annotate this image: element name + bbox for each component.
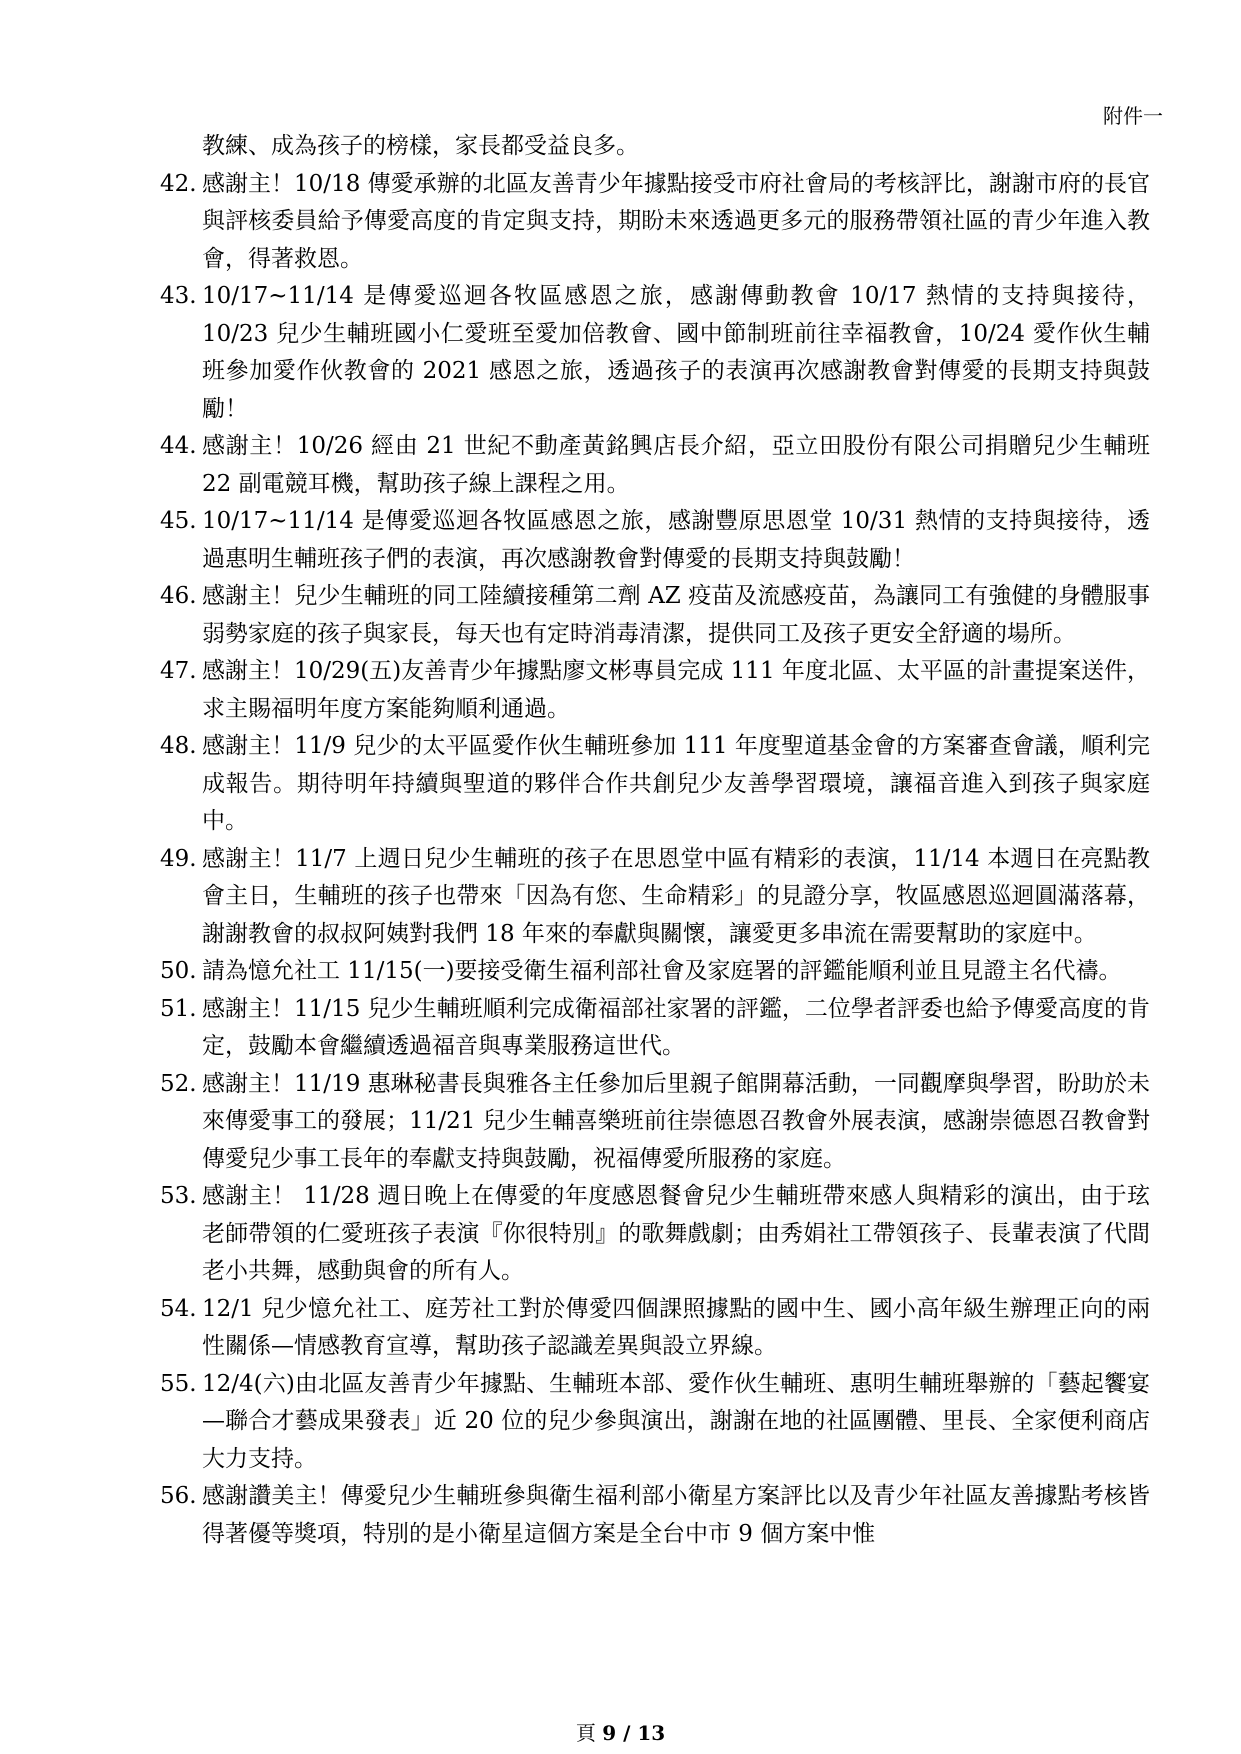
item-number: 55. (160, 1370, 197, 1397)
list-item (160, 653, 1150, 728)
item-text: 感謝主！10/29(五)友善青少年據點廖文彬專員完成 111 年度北區、太平區的計畫提案送件，求主賜福明年度方案能夠順利通過。 (202, 658, 1150, 722)
list-item (160, 428, 1150, 503)
list-item (160, 1178, 1150, 1291)
list-item (160, 278, 1150, 428)
list-item (160, 1366, 1150, 1479)
item-number: 52. (160, 1070, 197, 1097)
item-number: 45. (160, 508, 197, 534)
list-item (160, 1291, 1150, 1366)
item-text: 感謝主！10/26 經由 21 世紀不動產黃銘興店長介紹，亞立田股份有限公司捐贈兒少生輔班 22 副電競耳機，幫助孩子線上課程之用。 (202, 433, 1150, 497)
item-number: 48. (160, 733, 197, 759)
item-text: 感謝主！10/18 傳愛承辦的北區友善青少年據點接受市府社會局的考核評比，謝謝市府的長官與評核委員給予傳愛高度的肯定與支持，期盼未來透過更多元的服務帶領社區的青少年進入教會，得著救恩。 (202, 170, 1150, 272)
item-number: 47. (160, 658, 197, 684)
item-text: 10/17~11/14 是傳愛巡迴各牧區感恩之旅，感謝豐原思恩堂 10/31 熱情的支持與接待，透過惠明生輔班孩子們的表演，再次感謝教會對傳愛的長期支持與鼓勵！ (202, 508, 1150, 572)
item-text: 10/17~11/14 是傳愛巡迴各牧區感恩之旅，感謝傳動教會 10/17 熱情的支持與接待，10/23 兒少生輔班國小仁愛班至愛加倍教會、國中節制班前往幸福教會，10/24 愛作伙生輔班參加愛作伙教會的 2021 感恩之旅，透過孩子的表演再次感謝教會對傳愛的長期支持與鼓勵！ (202, 283, 1150, 422)
item-number: 42. (160, 170, 197, 197)
page-footer (0, 1717, 1241, 1746)
list-item (160, 503, 1150, 578)
list-item (160, 841, 1150, 954)
item-text: 感謝主！兒少生輔班的同工陸續接種第二劑 AZ 疫苗及流感疫苗，為讓同工有強健的身體服事弱勢家庭的孩子與家長，每天也有定時消毒清潔，提供同工及孩子更安全舒適的場所。 (202, 583, 1150, 647)
list-item (160, 1066, 1150, 1179)
item-text: 感謝主！11/15 兒少生輔班順利完成衛福部社家署的評鑑，二位學者評委也給予傳愛高度的肯定，鼓勵本會繼續透過福音與專業服務這世代。 (202, 995, 1150, 1059)
item-text: 12/1 兒少憶允社工、庭芳社工對於傳愛四個課照據點的國中生、國小高年級生辦理正向的兩性關係—情感教育宣導，幫助孩子認識差異與設立界線。 (202, 1295, 1150, 1359)
list-item (160, 166, 1150, 279)
item-number: 50. (160, 958, 197, 984)
item-text: 感謝主！11/7 上週日兒少生輔班的孩子在思恩堂中區有精彩的表演，11/14 本週日在亮點教會主日，生輔班的孩子也帶來「因為有您、生命精彩」的見證分享，牧區感恩巡迴圓滿落幕，謝謝教會的叔叔阿姨對我們 18 年來的奉獻與關懷，讓愛更多串流在需要幫助的家庭中。 (202, 845, 1150, 947)
item-number: 51. (160, 995, 197, 1022)
item-text: 12/4(六)由北區友善青少年據點、生輔班本部、愛作伙生輔班、惠明生輔班舉辦的「藝起饗宴—聯合才藝成果發表」近 20 位的兒少參與演出，謝謝在地的社區團體、里長、全家便利商店大力支持。 (202, 1370, 1150, 1472)
item-text: 感謝主！ 11/28 週日晚上在傳愛的年度感恩餐會兒少生輔班帶來感人與精彩的演出，由于玹老師帶領的仁愛班孩子表演『你很特別』的歌舞戲劇；由秀娟社工帶領孩子、長輩表演了代間老小共舞，感動與會的所有人。 (202, 1183, 1150, 1284)
item-text: 感謝主！11/19 惠琳秘書長與雅各主任參加后里親子館開幕活動，一同觀摩與學習，盼助於未來傳愛事工的發展；11/21 兒少生輔喜樂班前往崇德恩召教會外展表演，感謝崇德恩召教會對傳愛兒少事工長年的奉獻支持與鼓勵，祝福傳愛所服務的家庭。 (202, 1070, 1150, 1172)
item-number: 53. (160, 1183, 197, 1209)
list-item (160, 991, 1150, 1066)
item-number: 49. (160, 845, 197, 872)
item-number: 43. (160, 283, 197, 309)
item-number: 46. (160, 583, 197, 609)
item-list (160, 166, 1150, 1554)
list-item (160, 728, 1150, 841)
page-prefix: 頁 (575, 1721, 603, 1745)
attachment-label: 附件一 (1103, 104, 1163, 128)
item-number: 44. (160, 433, 197, 459)
item-number: 54. (160, 1295, 197, 1322)
document-body (160, 128, 1150, 1553)
list-item (160, 953, 1150, 991)
item-number: 56. (160, 1483, 197, 1509)
list-item (160, 1478, 1150, 1553)
page-number: 9 / 13 (602, 1721, 666, 1745)
list-item (160, 578, 1150, 653)
item-text: 感謝讚美主！傳愛兒少生輔班參與衛生福利部小衛星方案評比以及青少年社區友善據點考核皆得著優等獎項，特別的是小衛星這個方案是全台中市 9 個方案中惟 (202, 1483, 1150, 1547)
item-text: 感謝主！11/9 兒少的太平區愛作伙生輔班參加 111 年度聖道基金會的方案審查會議，順利完成報告。期待明年持續與聖道的夥伴合作共創兒少友善學習環境，讓福音進入到孩子與家庭中。 (202, 733, 1150, 834)
item-text: 請為憶允社工 11/15(一)要接受衛生福利部社會及家庭署的評鑑能順利並且見證主名代禱。 (202, 958, 1122, 984)
continuation-text: 教練、成為孩子的榜樣，家長都受益良多。 (202, 133, 639, 159)
